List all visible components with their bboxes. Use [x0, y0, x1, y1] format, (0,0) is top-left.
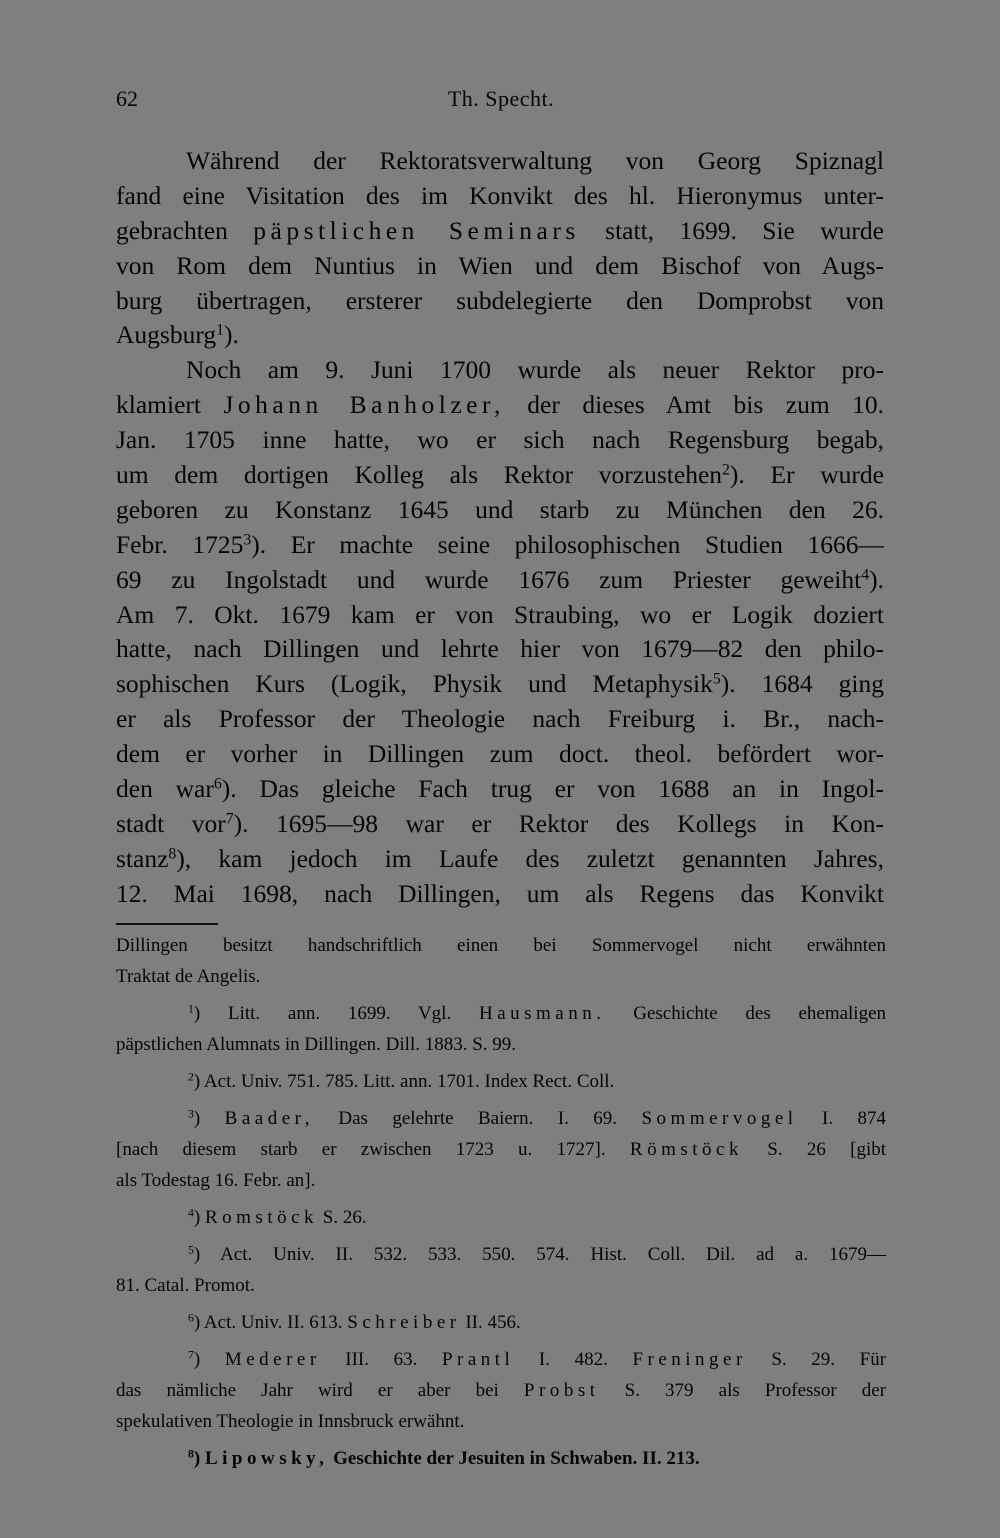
- footnote-1-cont: päpstlichen Alumnats in Dillingen. Dill. 1883. S. 99.: [116, 1034, 517, 1055]
- page-header: [116, 86, 886, 116]
- body-text: [116, 144, 884, 912]
- footnote-3-cont: [nach diesem starb er zwischen 1723 u. 1727]. Römstöck S. 26 [gibt: [116, 1139, 887, 1160]
- text-line: 69 zu Ingolstadt und wurde 1676 zum Priester geweiht$^4$).: [116, 564, 884, 594]
- spaced-emphasis: päpstlichen Seminars: [253, 215, 580, 245]
- running-title: Th. Specht.: [447, 86, 555, 111]
- text-line: den war$^6$). Das gleiche Fach trug er von 1688 an in Ingol-: [116, 774, 884, 804]
- footnotes: [116, 930, 886, 1474]
- text-line: fand eine Visitation des im Konvikt des hl. Hieronymus unter-: [116, 180, 884, 210]
- text-line: 12. Mai 1698, nach Dillingen, um als Regens das Konvikt: [116, 878, 884, 908]
- text-line: stadt vor$^7$). 1695—98 war er Rektor des Kollegs in Kon-: [116, 808, 884, 838]
- text-line: sophischen Kurs (Logik, Physik und Metaphysik$^5$). 1684 ging: [116, 669, 884, 699]
- footnote-6: $^6$) Act. Univ. II. 613. Schreiber II. 456.: [188, 1311, 521, 1333]
- text-line: klamiert Johann Banholzer, der dieses Amt bis zum 10.: [116, 390, 885, 420]
- footnote-ref: 6: [213, 775, 222, 793]
- footnote-4: $^4$) Romstöck S. 26.: [188, 1206, 367, 1228]
- text-line: um dem dortigen Kolleg als Rektor vorzustehen$^2$). Er wurde: [116, 460, 884, 490]
- text-line: Febr. 1725$^3$). Er machte seine philosophischen Studien 1666—: [116, 529, 884, 559]
- text-line: stanz$^8$), kam jedoch im Laufe des zuletzt genannten Jahres,: [116, 843, 884, 873]
- footnote-ref: 7: [225, 810, 234, 828]
- text-line: Jan. 1705 inne hatte, wo er sich nach Regensburg begab,: [116, 425, 884, 455]
- footnote-ref: 5: [712, 670, 721, 688]
- footnote-5-cont: 81. Catal. Promot.: [116, 1275, 255, 1296]
- text-line: Noch am 9. Juni 1700 wurde als neuer Rektor pro-: [186, 355, 884, 385]
- page-number: 62: [116, 86, 138, 111]
- footnote-7-cont: das nämliche Jahr wird er aber bei Probst S. 379 als Professor der: [116, 1380, 887, 1401]
- text-line: Am 7. Okt. 1679 kam er von Straubing, wo er Logik doziert: [116, 599, 884, 629]
- footnote-8: $^8$) Lipowsky, Geschichte der Jesuiten in Schwaben. II. 213.: [188, 1447, 700, 1469]
- footnote-ref: 8: [168, 845, 177, 863]
- footnote-continued: Dillingen besitzt handschriftlich einen bei Sommervogel nicht erwähnten: [116, 935, 886, 956]
- footnote-ref: 1: [216, 321, 225, 339]
- footnote-5: $^5$) Act. Univ. II. 532. 533. 550. 574. Hist. Coll. Dil. ad a. 1679—: [188, 1243, 886, 1265]
- text-line: er als Professor der Theologie nach Freiburg i. Br., nach-: [116, 704, 884, 734]
- footnote-7-cont: spekulativen Theologie in Innsbruck erwähnt.: [116, 1411, 465, 1432]
- footnote-continued: Traktat de Angelis.: [116, 966, 261, 987]
- footnote-ref: 4: [861, 566, 870, 583]
- spaced-emphasis: Johann Banholzer,: [223, 390, 505, 420]
- footnote-ref: 2: [722, 461, 730, 479]
- text-line: Während der Rektoratsverwaltung von Georg Spiznagl: [186, 146, 884, 175]
- text-line: dem er vorher in Dillingen zum doct. theol. befördert wor-: [116, 739, 884, 769]
- footnote-3: $^3$) Baader, Das gelehrte Baiern. I. 69. Sommervogel I. 874: [188, 1107, 887, 1129]
- footnote-separator: [116, 923, 218, 925]
- footnote-1: $^1$) Litt. ann. 1699. Vgl. Hausmann. Geschichte des ehemaligen: [188, 1002, 887, 1024]
- text-line: geboren zu Konstanz 1645 und starb zu München den 26.: [116, 494, 884, 524]
- footnote-ref: 3: [243, 531, 252, 549]
- text-line: von Rom dem Nuntius in Wien und dem Bischof von Augs-: [116, 250, 884, 280]
- footnote-2: $^2$) Act. Univ. 751. 785. Litt. ann. 1701. Index Rect. Coll.: [188, 1070, 615, 1092]
- footnote-7: $^7$) Mederer III. 63. Prantl I. 482. Freninger S. 29. Für: [188, 1348, 887, 1370]
- text-line: Augsburg$^1$).: [116, 320, 239, 350]
- text-line: hatte, nach Dillingen und lehrte hier von 1679—82 den philo-: [116, 634, 884, 664]
- footnote-3-cont: als Todestag 16. Febr. an].: [116, 1170, 316, 1191]
- text-line: gebrachten päpstlichen Seminars statt, 1699. Sie wurde: [116, 215, 884, 245]
- text-line: burg übertragen, ersterer subdelegierte den Domprobst von: [116, 285, 884, 315]
